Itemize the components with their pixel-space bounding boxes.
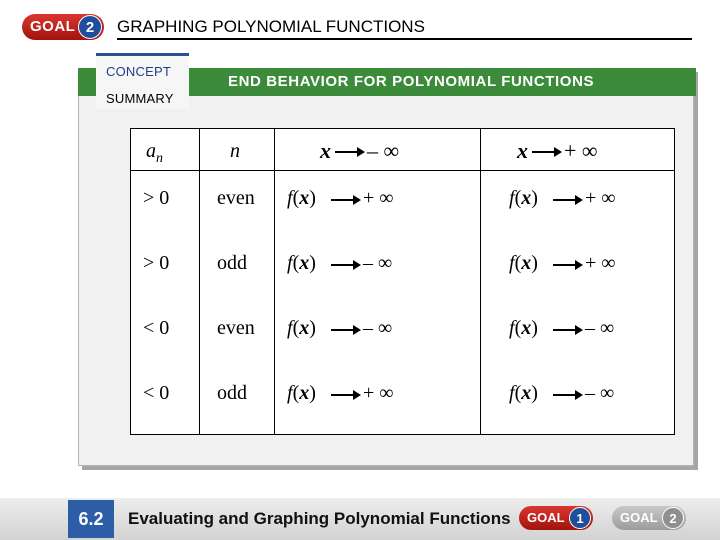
row2-an: > 0 <box>143 252 170 274</box>
goal-1-label: GOAL <box>527 510 565 525</box>
header-divider <box>131 170 674 171</box>
row3-left-limit: – ∞ <box>363 317 393 339</box>
header-an-main: a <box>146 140 156 162</box>
row4-n: odd <box>217 382 247 404</box>
row3-fx-right: f(x) <box>509 317 538 339</box>
section-number: 6.2 <box>68 500 114 538</box>
row1-right-limit: + ∞ <box>585 187 616 209</box>
arrow-icon <box>331 260 361 270</box>
row2-fx-right: f(x) <box>509 252 538 274</box>
arrow-icon <box>553 260 583 270</box>
header-x-left: x <box>320 138 331 163</box>
concept-label: CONCEPT <box>106 64 171 79</box>
row1-fx-left: f(x) <box>287 187 316 209</box>
column-divider <box>480 129 481 434</box>
row2-fx-left: f(x) <box>287 252 316 274</box>
header-neg-inf: – ∞ <box>367 138 400 163</box>
goal-2-button[interactable] <box>612 506 686 530</box>
header-an-sub: n <box>156 151 163 166</box>
row4-right-limit: – ∞ <box>585 382 615 404</box>
goal-2-label: GOAL <box>620 510 658 525</box>
row3-n: even <box>217 317 255 339</box>
arrow-icon <box>331 325 361 335</box>
row2-left-limit: – ∞ <box>363 252 393 274</box>
goal-2-number: 2 <box>662 507 684 529</box>
summary-label: SUMMARY <box>106 91 174 106</box>
header-an <box>146 140 163 167</box>
concept-summary-tag <box>96 53 189 109</box>
goal-2-badge <box>22 14 104 40</box>
row1-left-limit: + ∞ <box>363 187 394 209</box>
column-divider <box>199 129 200 434</box>
arrow-icon <box>331 390 361 400</box>
row1-an: > 0 <box>143 187 170 209</box>
header-x-right: x <box>517 138 528 163</box>
arrow-icon <box>553 390 583 400</box>
header-n: n <box>230 140 240 162</box>
row3-right-limit: – ∞ <box>585 317 615 339</box>
row4-fx-right: f(x) <box>509 382 538 404</box>
arrow-icon <box>331 195 361 205</box>
row2-right-limit: + ∞ <box>585 252 616 274</box>
row3-fx-left: f(x) <box>287 317 316 339</box>
row4-left-limit: + ∞ <box>363 382 394 404</box>
row4-an: < 0 <box>143 382 170 404</box>
row4-fx-left: f(x) <box>287 382 316 404</box>
goal-1-button[interactable] <box>519 506 593 530</box>
arrow-icon <box>532 147 562 157</box>
row2-n: odd <box>217 252 247 274</box>
goal-badge-number: 2 <box>78 15 102 39</box>
panel-heading: END BEHAVIOR FOR POLYNOMIAL FUNCTIONS <box>228 73 595 90</box>
row1-fx-right: f(x) <box>509 187 538 209</box>
section-title: Evaluating and Graphing Polynomial Functions <box>128 509 511 528</box>
row1-n: even <box>217 187 255 209</box>
page-title: GRAPHING POLYNOMIAL FUNCTIONS <box>117 17 425 36</box>
title-underline <box>117 38 692 40</box>
goal-badge-label: GOAL <box>30 18 76 35</box>
arrow-icon <box>553 325 583 335</box>
goal-1-number: 1 <box>569 507 591 529</box>
arrow-icon <box>335 147 365 157</box>
header-pos-inf: + ∞ <box>564 138 598 163</box>
row3-an: < 0 <box>143 317 170 339</box>
end-behavior-table <box>130 128 675 435</box>
column-divider <box>274 129 275 434</box>
arrow-icon <box>553 195 583 205</box>
